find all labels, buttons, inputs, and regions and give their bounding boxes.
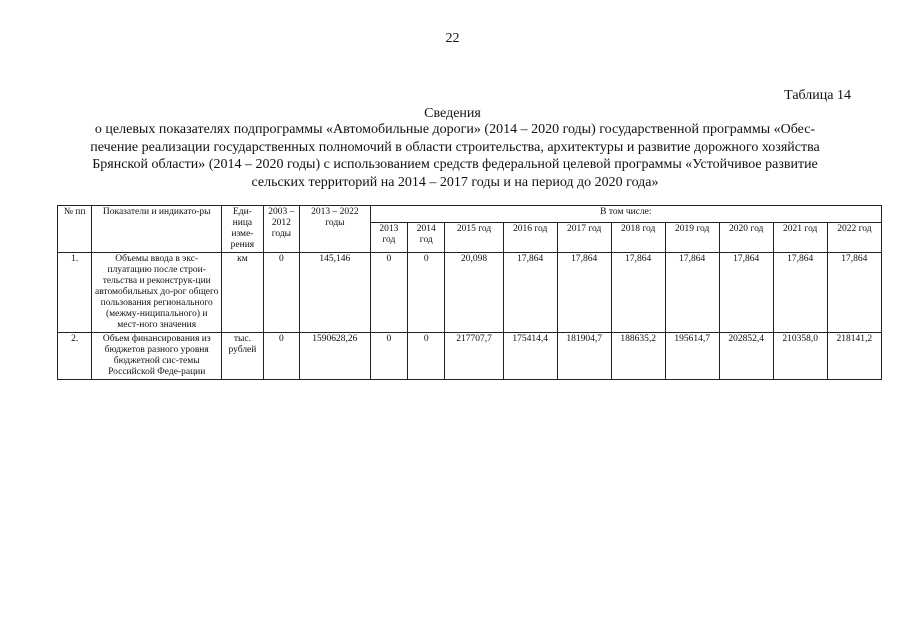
header-num: № пп xyxy=(58,206,92,253)
row-unit: км xyxy=(222,253,264,333)
row-year-value: 17,864 xyxy=(503,253,557,333)
subtitle-line: сельских территорий на 2014 – 2017 годы и на период до 2020 года» xyxy=(251,174,659,190)
header-year: 2015 год xyxy=(445,222,503,252)
row-year-value: 195614,7 xyxy=(665,333,719,380)
row-year-value: 17,864 xyxy=(665,253,719,333)
row-num: 2. xyxy=(58,333,92,380)
header-year: 2018 год xyxy=(611,222,665,252)
table-row xyxy=(58,333,882,380)
indicators-table xyxy=(57,205,882,380)
header-year: 2017 год xyxy=(557,222,611,252)
row-year-value: 0 xyxy=(370,333,407,380)
row-period-2013-2022: 1590628,26 xyxy=(300,333,371,380)
row-unit: тыс. рублей xyxy=(222,333,264,380)
row-year-value: 175414,4 xyxy=(503,333,557,380)
row-year-value: 20,098 xyxy=(445,253,503,333)
row-period-2003-2012: 0 xyxy=(263,253,299,333)
subtitle-line: о целевых показателях подпрограммы «Автомобильные дороги» (2014 – 2020 годы) государственной программы «Обес- xyxy=(94,122,816,137)
row-year-value: 17,864 xyxy=(557,253,611,333)
header-period-2013-2022: 2013 – 2022 годы xyxy=(300,206,371,253)
row-year-value: 217707,7 xyxy=(445,333,503,380)
header-unit: Еди-ница изме-рения xyxy=(222,206,264,253)
header-row xyxy=(58,206,882,223)
header-period-2003-2012: 2003 – 2012 годы xyxy=(263,206,299,253)
row-year-value: 210358,0 xyxy=(773,333,827,380)
row-year-value: 0 xyxy=(408,333,445,380)
table-row xyxy=(58,253,882,333)
header-year: 2021 год xyxy=(773,222,827,252)
header-indicator: Показатели и индикато-ры xyxy=(92,206,222,253)
row-period-2003-2012: 0 xyxy=(263,333,299,380)
header-year: 2014 год xyxy=(408,222,445,252)
header-year: 2013 год xyxy=(370,222,407,252)
row-year-value: 17,864 xyxy=(773,253,827,333)
header-year: 2020 год xyxy=(719,222,773,252)
row-year-value: 0 xyxy=(370,253,407,333)
document-title: Сведения xyxy=(424,106,481,121)
row-year-value: 188635,2 xyxy=(611,333,665,380)
row-year-value: 202852,4 xyxy=(719,333,773,380)
header-year: 2022 год xyxy=(827,222,881,252)
subtitle-line: печение реализации государственных полномочий в области строительства, архитектуры и развитие дорожного хозяйства xyxy=(90,139,820,155)
row-num: 1. xyxy=(58,253,92,333)
row-year-value: 17,864 xyxy=(719,253,773,333)
row-year-value: 17,864 xyxy=(611,253,665,333)
row-year-value: 218141,2 xyxy=(827,333,881,380)
row-year-value: 181904,7 xyxy=(557,333,611,380)
row-indicator: Объемы ввода в экс-плуатацию после строи-тельства и реконструк-ции автомобильных до-рог общего пользования регионального (межму-ниципального) и мест-ного значения xyxy=(92,253,222,333)
subtitle-line: Брянской области» (2014 – 2020 годы) с использованием средств федеральной целевой программы «Устойчивое развитие xyxy=(92,157,818,172)
page-number: 22 xyxy=(445,31,460,46)
row-indicator: Объем финансирования из бюджетов разного уровня бюджетной сис-темы Российской Феде-рации xyxy=(92,333,222,380)
table-label: Таблица 14 xyxy=(784,88,851,103)
row-period-2013-2022: 145,146 xyxy=(300,253,371,333)
header-including: В том числе: xyxy=(370,206,881,223)
header-year: 2019 год xyxy=(665,222,719,252)
row-year-value: 0 xyxy=(408,253,445,333)
document-subtitle xyxy=(40,121,870,191)
header-year: 2016 год xyxy=(503,222,557,252)
table-body xyxy=(58,253,882,380)
row-year-value: 17,864 xyxy=(827,253,881,333)
